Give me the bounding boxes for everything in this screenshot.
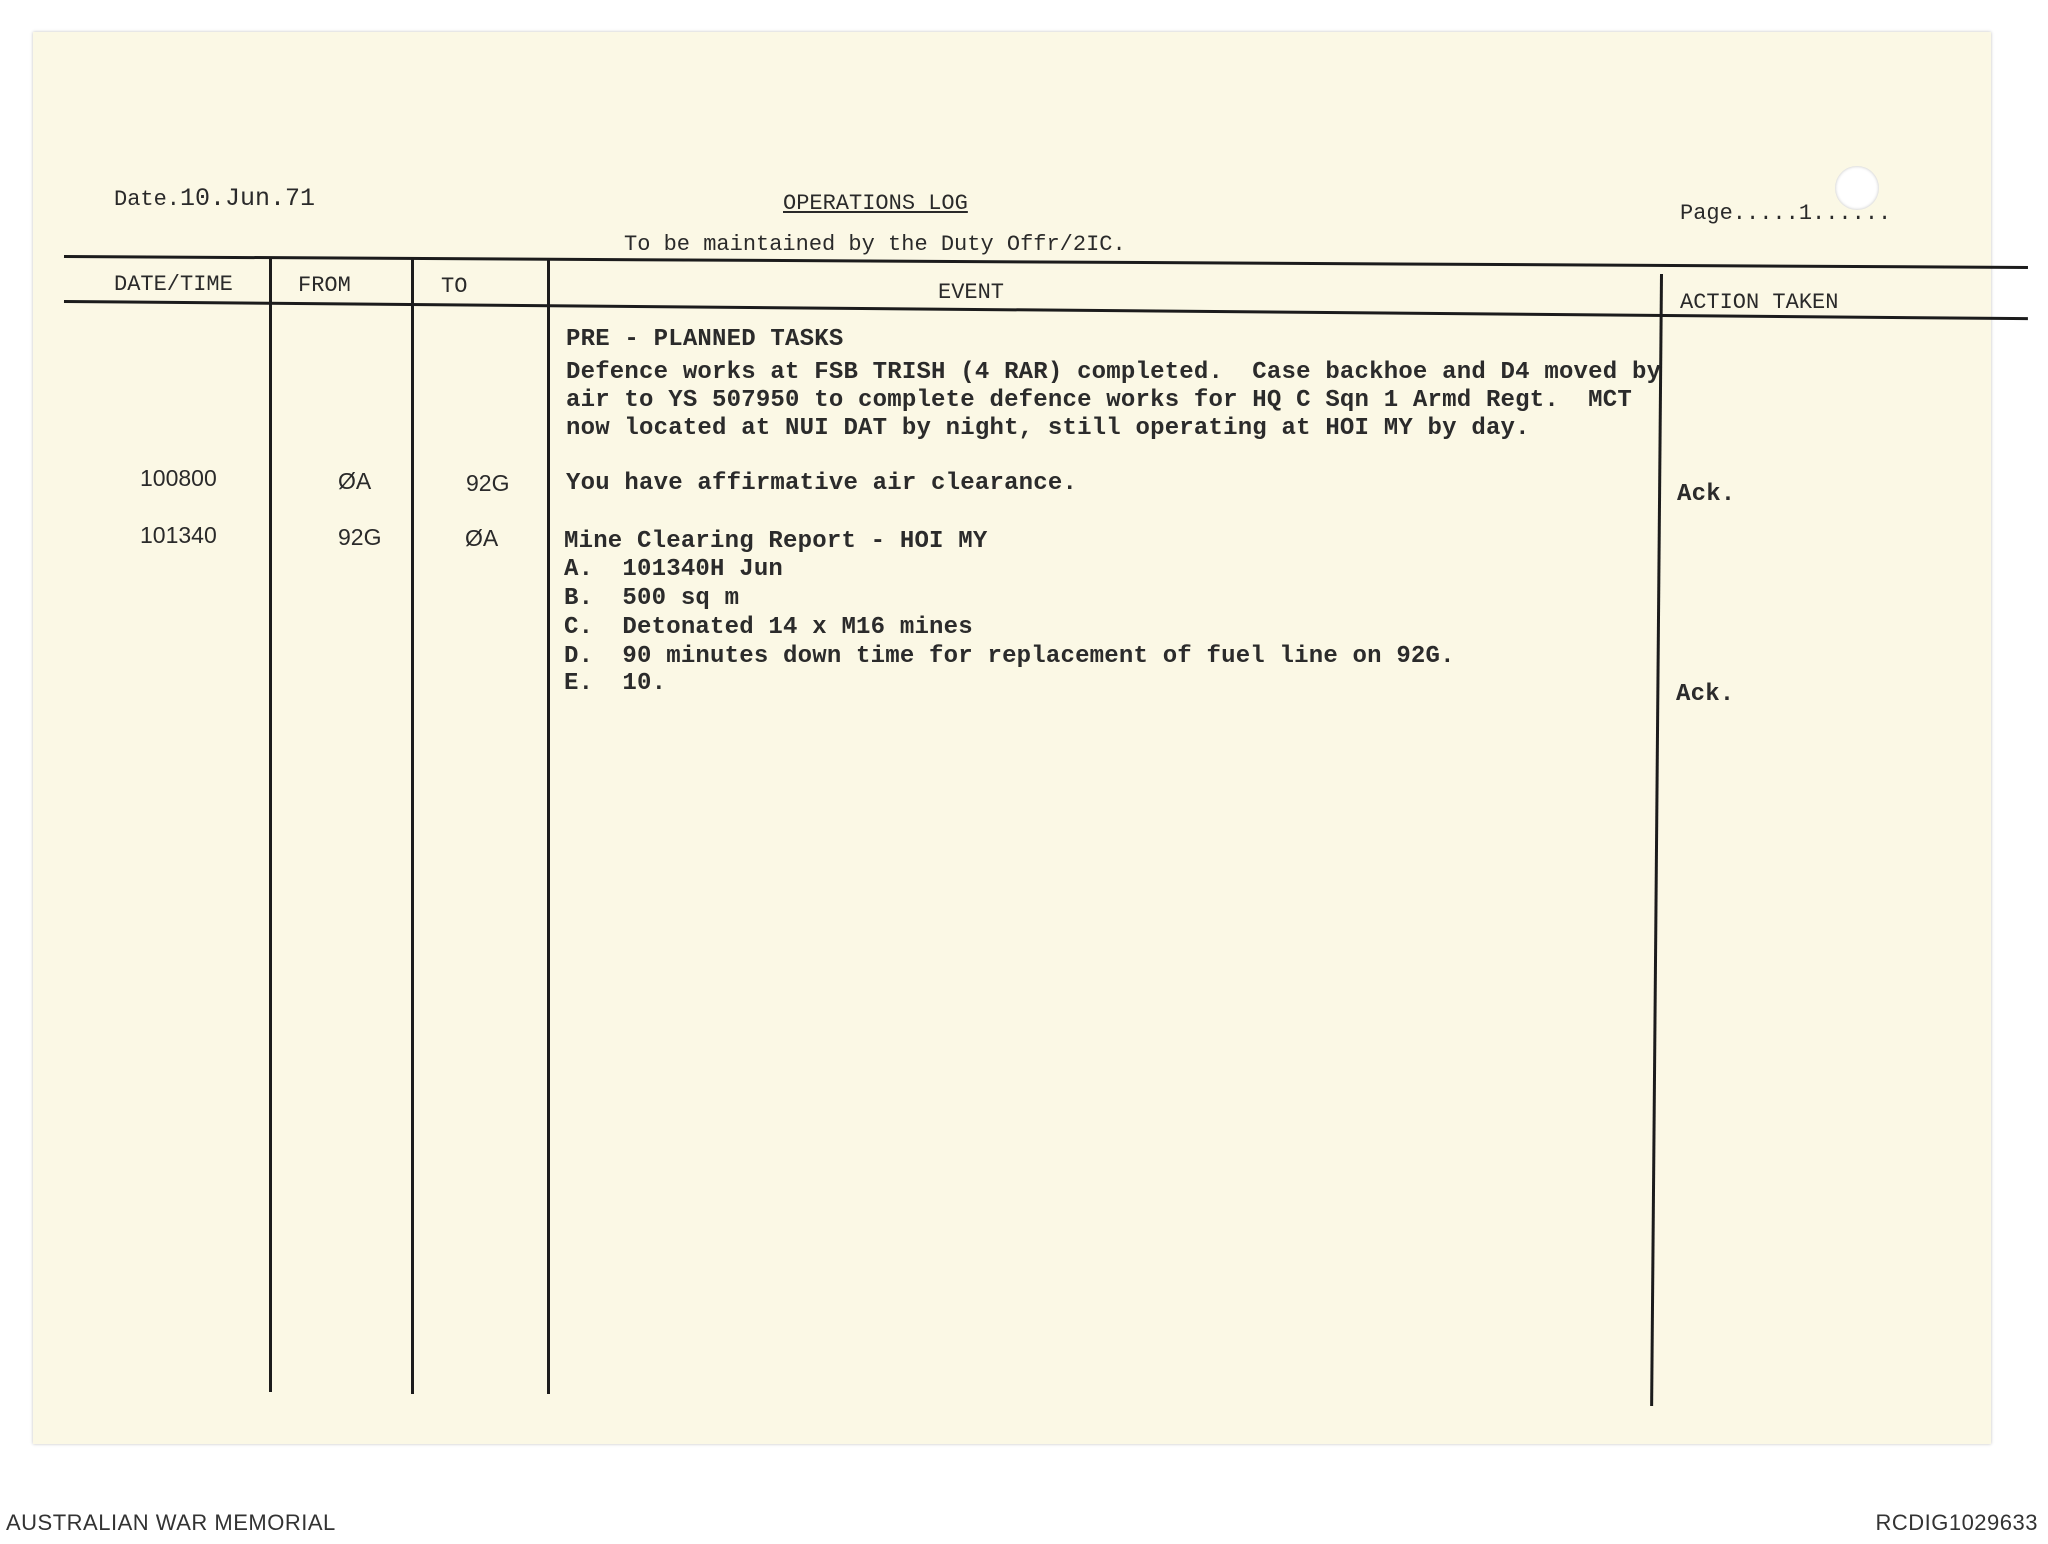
entry-datetime: 101340 [140, 522, 217, 548]
archive-credit: AUSTRALIAN WAR MEMORIAL [6, 1510, 336, 1535]
entry-event-line: D. 90 minutes down time for replacement of fuel line on 92G. [564, 643, 1455, 670]
col-header-action: ACTION TAKEN [1680, 290, 1839, 315]
date-value: 10.Jun.71 [180, 184, 316, 213]
page-title: OPERATIONS LOG [783, 191, 968, 216]
entry-action: Ack. [1677, 481, 1736, 508]
entry-datetime: 100800 [140, 465, 217, 491]
col-divider-2 [411, 258, 414, 1394]
entry-to: ØA [465, 525, 499, 551]
col-header-to: TO [441, 274, 468, 299]
entry-from: ØA [338, 468, 372, 494]
date-line [114, 184, 315, 213]
archive-reference: RCDIG1029633 [1875, 1510, 2038, 1535]
pre-planned-heading: PRE - PLANNED TASKS [566, 326, 844, 353]
entry-from: 92G [338, 524, 382, 550]
entry-event-line: B. 500 sq m [564, 585, 740, 612]
entry-event-line: A. 101340H Jun [564, 556, 784, 583]
pre-planned-line: now located at NUI DAT by night, still operating at HOI MY by day. [566, 415, 1530, 442]
col-header-from: FROM [298, 273, 351, 298]
page-number: Page.....1...... [1680, 201, 1892, 226]
col-header-event: EVENT [938, 280, 1005, 305]
pre-planned-line: air to YS 507950 to complete defence works for HQ C Sqn 1 Armd Regt. MCT [566, 387, 1632, 414]
entry-event-line: C. Detonated 14 x M16 mines [564, 614, 973, 641]
col-header-datetime: DATE/TIME [114, 272, 233, 297]
col-divider-1 [269, 258, 272, 1392]
col-divider-3 [547, 260, 550, 1394]
entry-event-line: Mine Clearing Report - HOI MY [564, 528, 988, 555]
date-label: Date. [114, 187, 181, 212]
entry-to: 92G [466, 470, 510, 496]
pre-planned-line: Defence works at FSB TRISH (4 RAR) completed. Case backhoe and D4 moved by [566, 359, 1662, 386]
page-subtitle: To be maintained by the Duty Offr/2IC. [624, 232, 1126, 257]
entry-action: Ack. [1676, 681, 1735, 708]
entry-event-line: You have affirmative air clearance. [566, 470, 1078, 497]
entry-event-line: E. 10. [564, 670, 667, 697]
